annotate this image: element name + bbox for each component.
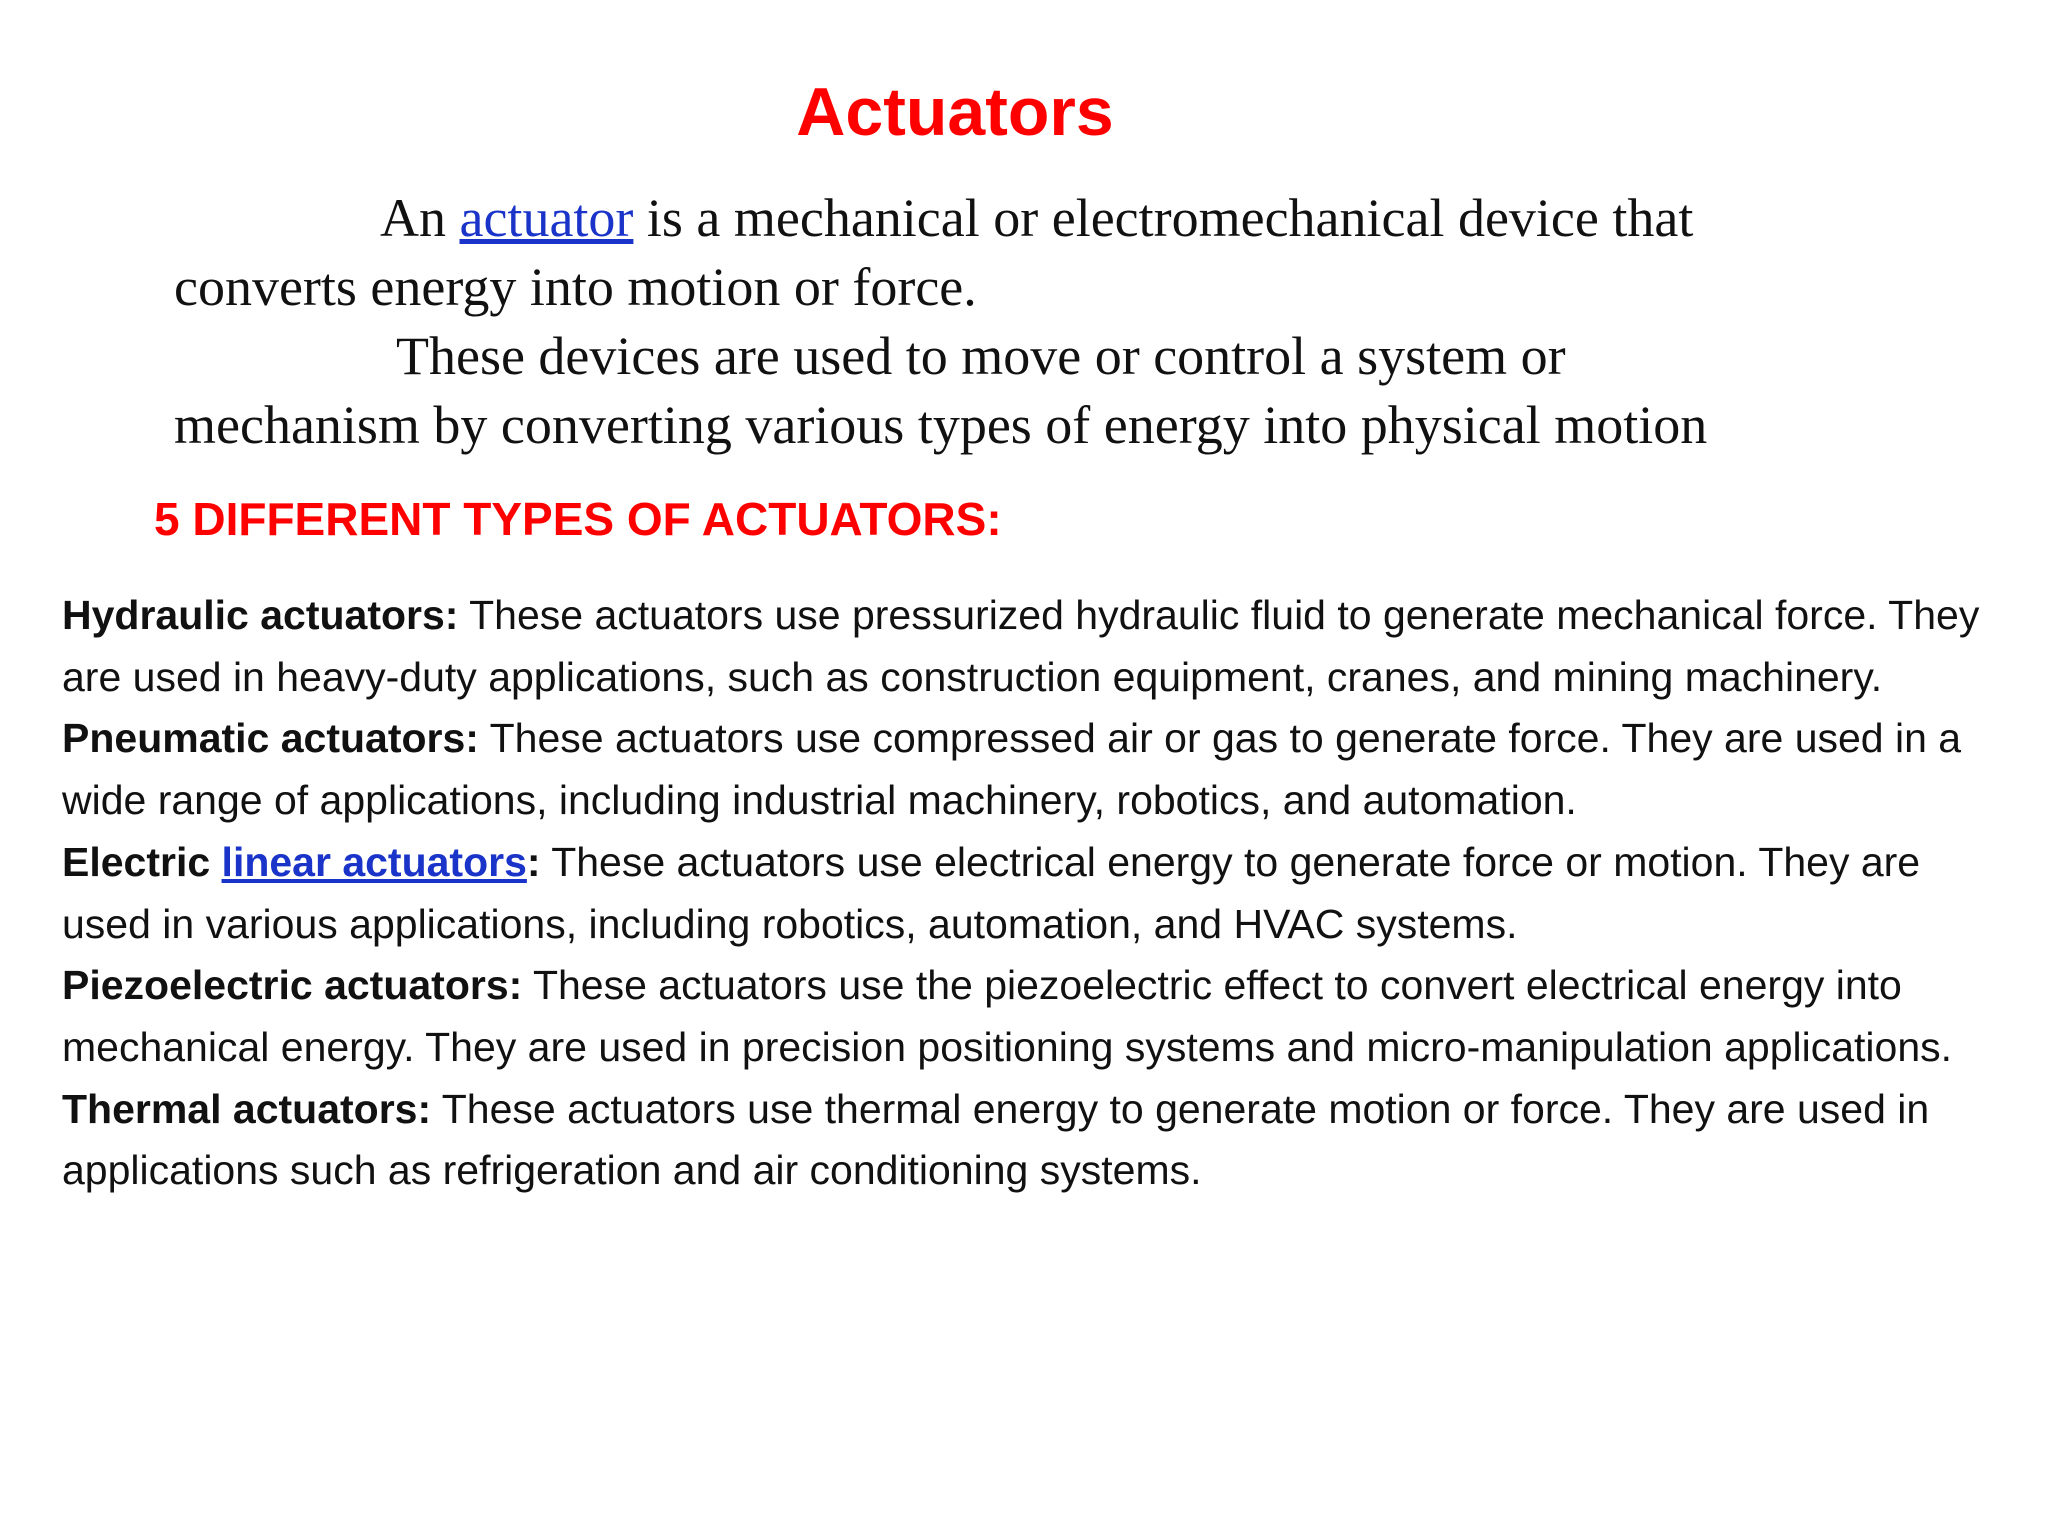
intro-prefix: An	[380, 188, 460, 248]
page-title: Actuators	[796, 74, 1114, 150]
actuator-link[interactable]: actuator	[459, 188, 634, 248]
pneumatic-label: Pneumatic actuators:	[62, 715, 479, 762]
intro-line-2: converts energy into motion or force.	[174, 257, 977, 317]
piezoelectric-description: These actuators use the piezoelectric effect to convert electrical energy into mechanical energy. They are used in precision positioning systems and micro-manipulation applications.	[62, 962, 1953, 1070]
pneumatic-description: These actuators use compressed air or gas to generate force. They are used in a wide range of applications, including industrial machinery, robotics, and automation.	[62, 715, 1962, 824]
thermal-description: These actuators use thermal energy to generate motion or force. They are used in applications such as refrigeration and air conditioning systems.	[62, 1085, 1930, 1194]
intro-line-1	[174, 184, 1874, 253]
actuator-types-list	[62, 585, 2002, 1202]
types-heading: 5 DIFFERENT TYPES OF ACTUATORS:	[154, 493, 1002, 545]
intro-line-4: mechanism by converting various types of energy into physical motion	[174, 395, 1708, 455]
intro-text	[174, 184, 1874, 460]
electric-label-suffix: :	[526, 838, 541, 885]
intro-rest: is a mechanical or electromechanical device that	[633, 188, 1694, 248]
list-item-piezoelectric	[62, 955, 2002, 1078]
hydraulic-description: These actuators use pressurized hydraulic fluid to generate mechanical force. They are used in heavy-duty applications, such as construction equipment, cranes, and mining machinery.	[62, 592, 1980, 700]
electric-description: These actuators use electrical energy to generate force or motion. They are used in various applications, including robotics, automation, and HVAC systems.	[62, 838, 1921, 947]
linear-actuators-link[interactable]: linear actuators	[221, 838, 527, 885]
piezoelectric-label: Piezoelectric actuators:	[62, 962, 523, 1009]
list-item-hydraulic	[62, 585, 2002, 708]
thermal-label: Thermal actuators:	[62, 1085, 432, 1132]
intro-line-3: These devices are used to move or control a system or	[396, 326, 1566, 386]
electric-label-prefix: Electric	[62, 838, 222, 885]
hydraulic-label: Hydraulic actuators:	[62, 592, 459, 638]
list-item-electric	[62, 832, 2002, 955]
list-item-pneumatic	[62, 708, 2002, 831]
list-item-thermal	[62, 1079, 2002, 1202]
